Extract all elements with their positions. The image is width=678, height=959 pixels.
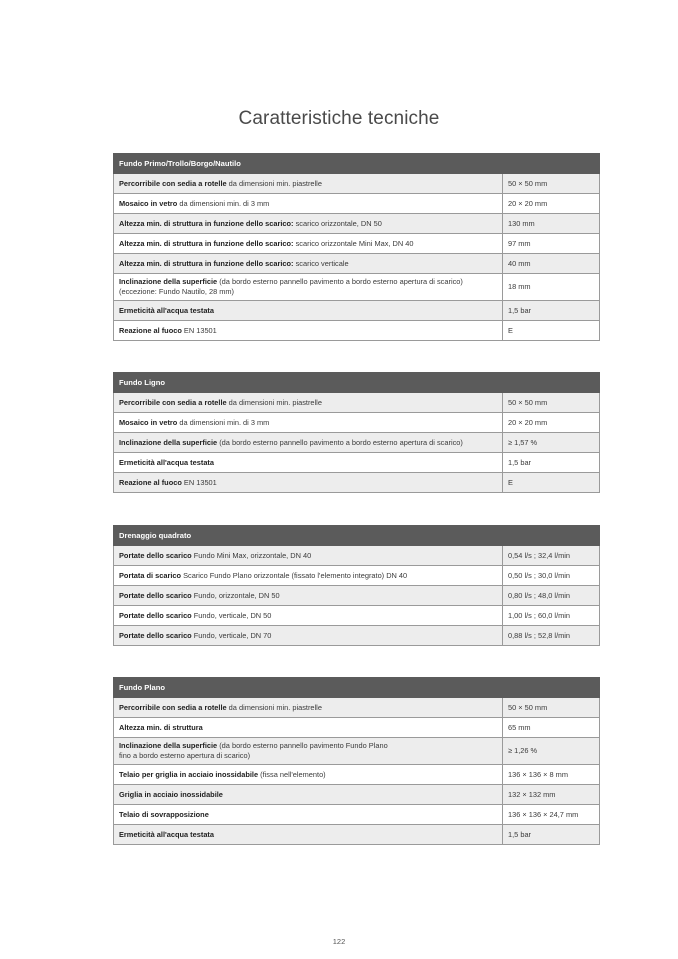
spec-label: Reazione al fuoco [119, 325, 182, 335]
spec-value: 50 × 50 mm [503, 174, 600, 194]
spec-value: 20 × 20 mm [503, 194, 600, 214]
spec-value: E [503, 321, 600, 341]
spec-value: 0,54 l/s ; 32,4 l/min [503, 546, 600, 566]
spec-detail: (da bordo esterno pannello pavimento Fundo Plano [217, 741, 388, 750]
spec-label-cell [114, 473, 503, 493]
spec-label-cell [114, 413, 503, 433]
spec-label: Mosaico in vetro [119, 198, 178, 208]
spec-value: 20 × 20 mm [503, 413, 600, 433]
spec-value: 1,5 bar [503, 301, 600, 321]
table-header: Fundo Primo/Trollo/Borgo/Nautilo [114, 154, 600, 174]
spec-value: 40 mm [503, 254, 600, 274]
spec-detail-line2: (eccezione: Fundo Nautilo, 28 mm) [119, 287, 235, 296]
table-row [114, 393, 600, 413]
spec-label-cell [114, 546, 503, 566]
spec-detail-line2: fino a bordo esterno apertura di scarico) [119, 751, 251, 760]
spec-detail: Scarico Fundo Plano orizzontale (fissato l'elemento integrato) DN 40 [181, 570, 408, 580]
spec-detail: Fundo Mini Max, orizzontale, DN 40 [191, 550, 312, 560]
spec-label: Ermeticità all'acqua testata [119, 457, 215, 467]
spec-label: Portate dello scarico [119, 630, 192, 640]
spec-label: Inclinazione della superficie [119, 741, 218, 750]
spec-value: ≥ 1,57 % [503, 433, 600, 453]
spec-label: Percorribile con sedia a rotelle [119, 397, 227, 407]
spec-label: Ermeticità all'acqua testata [119, 829, 215, 839]
spec-label: Ermeticità all'acqua testata [119, 305, 215, 315]
spec-label-cell [114, 606, 503, 626]
spec-label: Altezza min. di struttura in funzione dello scarico: [119, 238, 294, 248]
table-row [114, 413, 600, 433]
table-row [114, 765, 600, 785]
spec-value: 50 × 50 mm [503, 393, 600, 413]
table-row [114, 566, 600, 586]
spec-value: 0,80 l/s ; 48,0 l/min [503, 586, 600, 606]
spec-label: Griglia in acciaio inossidabile [119, 789, 223, 799]
table-header: Fundo Plano [114, 678, 600, 698]
spec-label: Portate dello scarico [119, 590, 192, 600]
spec-label-cell [114, 453, 503, 473]
table-row [114, 301, 600, 321]
spec-label: Percorribile con sedia a rotelle [119, 702, 227, 712]
spec-table-drenaggio-quadrato [113, 525, 600, 646]
table-row [114, 805, 600, 825]
spec-label-cell [114, 321, 503, 341]
table-row [114, 698, 600, 718]
spec-value: ≥ 1,26 % [503, 738, 600, 765]
spec-value: E [503, 473, 600, 493]
spec-label: Telaio di sovrapposizione [119, 809, 209, 819]
table-header: Fundo Ligno [114, 373, 600, 393]
spec-label: Mosaico in vetro [119, 417, 178, 427]
table-row [114, 785, 600, 805]
spec-label: Reazione al fuoco [119, 477, 182, 487]
spec-value: 97 mm [503, 234, 600, 254]
spec-label-cell [114, 825, 503, 845]
page-number: 122 [332, 937, 346, 946]
spec-label: Portata di scarico [119, 570, 182, 580]
table-row [114, 274, 600, 301]
spec-detail: da dimensioni min. piastrelle [226, 702, 322, 712]
table-row [114, 606, 600, 626]
spec-value: 0,88 l/s ; 52,8 l/min [503, 626, 600, 646]
spec-label: Altezza min. di struttura [119, 722, 203, 732]
spec-label: Telaio per griglia in acciaio inossidabile [119, 769, 259, 779]
spec-table-fundo-plano [113, 677, 600, 845]
spec-label-cell [114, 626, 503, 646]
spec-detail: (da bordo esterno pannello pavimento a bordo esterno apertura di scarico) [217, 277, 463, 286]
spec-label-cell [114, 274, 503, 301]
spec-label: Inclinazione della superficie [119, 277, 218, 286]
spec-detail: da dimensioni min. piastrelle [226, 397, 322, 407]
spec-value: 136 × 136 × 8 mm [503, 765, 600, 785]
spec-value: 1,5 bar [503, 453, 600, 473]
table-row [114, 825, 600, 845]
table-row [114, 174, 600, 194]
spec-detail: EN 13501 [181, 325, 217, 335]
spec-value: 136 × 136 × 24,7 mm [503, 805, 600, 825]
spec-detail: scarico orizzontale, DN 50 [293, 218, 382, 228]
spec-label: Inclinazione della superficie [119, 437, 218, 447]
spec-detail: scarico verticale [293, 258, 349, 268]
spec-label-cell [114, 566, 503, 586]
spec-value: 130 mm [503, 214, 600, 234]
spec-label-cell [114, 433, 503, 453]
spec-detail: Fundo, verticale, DN 70 [191, 630, 272, 640]
spec-label-cell [114, 805, 503, 825]
table-row [114, 321, 600, 341]
spec-value: 1,5 bar [503, 825, 600, 845]
spec-value: 0,50 l/s ; 30,0 l/min [503, 566, 600, 586]
table-row [114, 586, 600, 606]
spec-label: Portate dello scarico [119, 610, 192, 620]
table-row [114, 214, 600, 234]
spec-label-cell [114, 254, 503, 274]
table-row [114, 718, 600, 738]
table-row [114, 254, 600, 274]
spec-value: 1,00 l/s ; 60,0 l/min [503, 606, 600, 626]
spec-label-cell [114, 765, 503, 785]
table-row [114, 738, 600, 765]
spec-table-fundo-primo [113, 153, 600, 341]
spec-label: Altezza min. di struttura in funzione dello scarico: [119, 218, 294, 228]
table-row [114, 626, 600, 646]
spec-detail: Fundo, verticale, DN 50 [191, 610, 272, 620]
page-title: Caratteristiche tecniche [238, 108, 440, 129]
spec-detail: da dimensioni min. di 3 mm [177, 198, 270, 208]
spec-value: 50 × 50 mm [503, 698, 600, 718]
spec-label-cell [114, 393, 503, 413]
spec-label-cell [114, 301, 503, 321]
spec-detail: (da bordo esterno pannello pavimento a bordo esterno apertura di scarico) [217, 437, 463, 447]
spec-label: Percorribile con sedia a rotelle [119, 178, 227, 188]
spec-detail: scarico orizzontale Mini Max, DN 40 [293, 238, 414, 248]
spec-label: Portate dello scarico [119, 550, 192, 560]
table-row [114, 473, 600, 493]
spec-label-cell [114, 698, 503, 718]
spec-label-cell [114, 174, 503, 194]
spec-detail: da dimensioni min. di 3 mm [177, 417, 270, 427]
spec-detail: da dimensioni min. piastrelle [226, 178, 322, 188]
table-row [114, 234, 600, 254]
table-row [114, 194, 600, 214]
spec-label: Altezza min. di struttura in funzione dello scarico: [119, 258, 294, 268]
spec-table-fundo-ligno [113, 372, 600, 493]
table-row [114, 453, 600, 473]
spec-label-cell [114, 586, 503, 606]
spec-label-cell [114, 738, 503, 765]
table-row [114, 433, 600, 453]
spec-detail: Fundo, orizzontale, DN 50 [191, 590, 280, 600]
table-header: Drenaggio quadrato [114, 526, 600, 546]
spec-value: 132 × 132 mm [503, 785, 600, 805]
table-row [114, 546, 600, 566]
spec-label-cell [114, 785, 503, 805]
spec-label-cell [114, 194, 503, 214]
spec-detail: EN 13501 [181, 477, 217, 487]
spec-value: 65 mm [503, 718, 600, 738]
spec-label-cell [114, 214, 503, 234]
spec-value: 18 mm [503, 274, 600, 301]
spec-label-cell [114, 234, 503, 254]
spec-detail: (fissa nell'elemento) [258, 769, 326, 779]
spec-label-cell [114, 718, 503, 738]
